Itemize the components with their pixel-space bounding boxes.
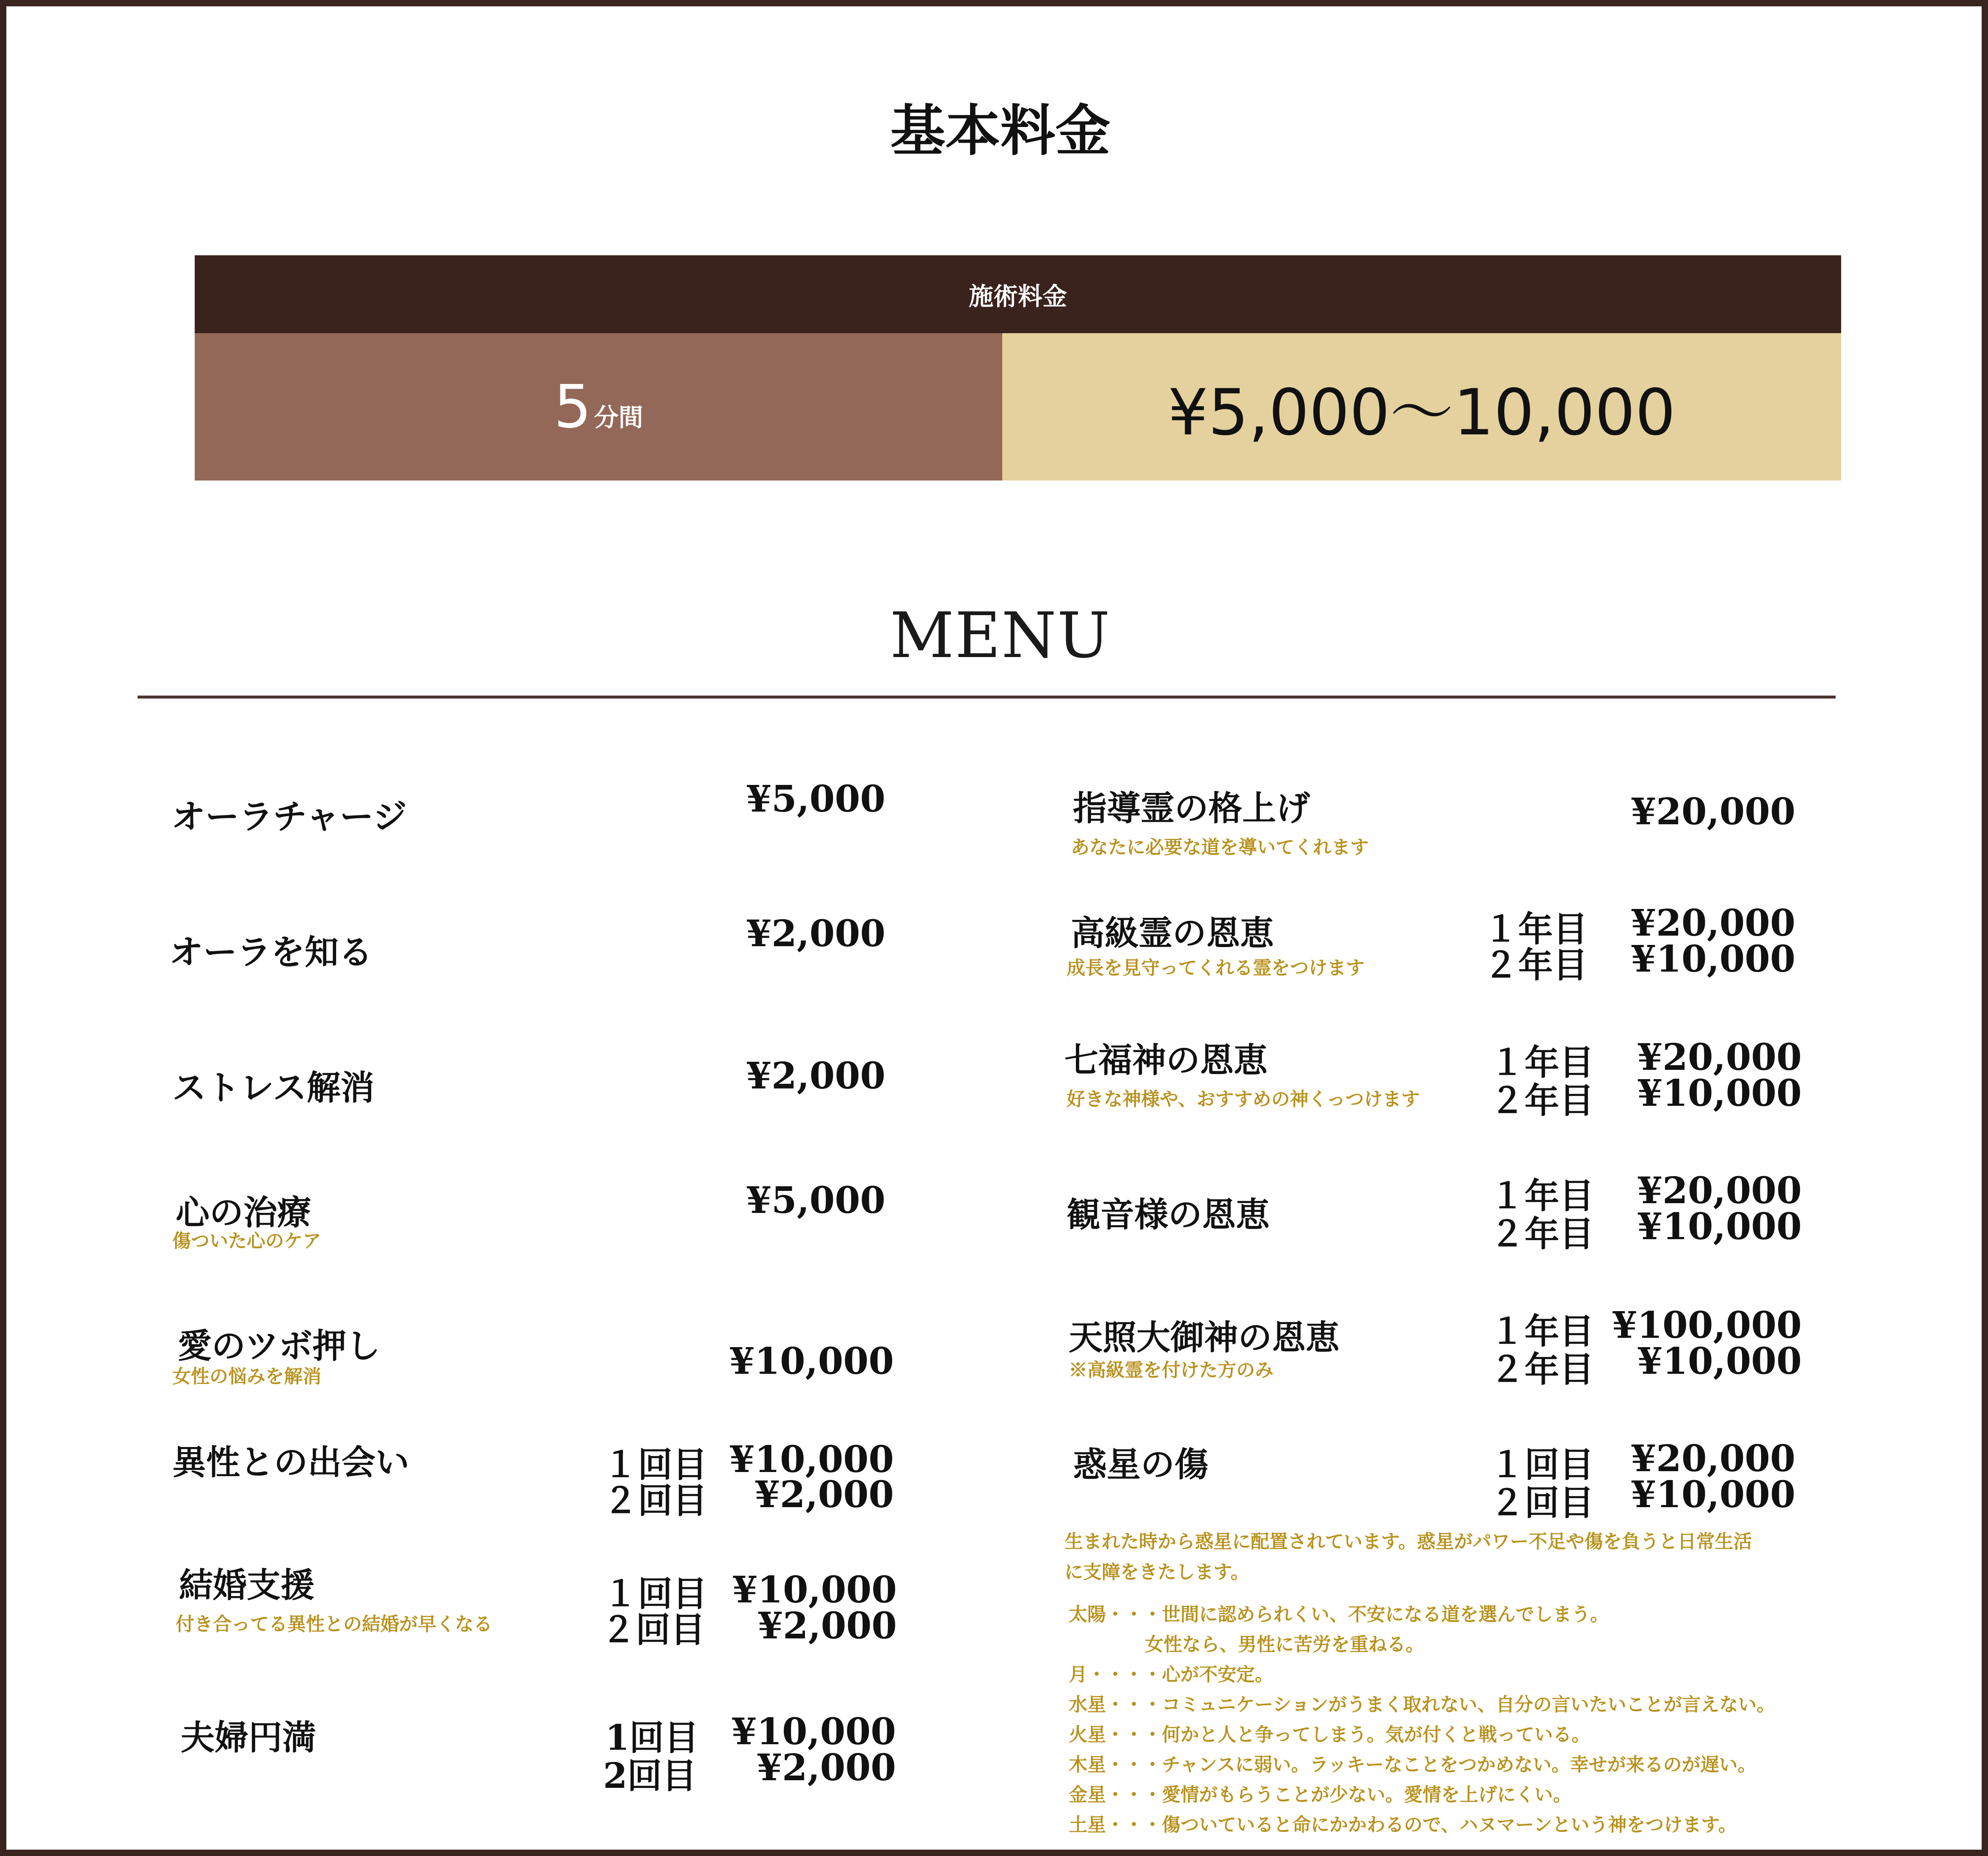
planet-note-line: 生まれた時から惑星に配置されています。惑星がパワー不足や傷を負うと日常生活	[1064, 1531, 1752, 1552]
menu-item-tier: ２年目	[1483, 945, 1588, 986]
menu-item-description: あなたに必要な道を導いてくれます	[1071, 837, 1369, 858]
menu-item-name: 天照大御神の恩恵	[1069, 1317, 1340, 1357]
menu-item-price: ¥20,000	[1637, 1036, 1802, 1079]
menu-item-price: ¥2,000	[757, 1605, 897, 1647]
menu-item-name: 愛のツボ押し	[178, 1326, 381, 1366]
menu-heading: MENU	[890, 599, 1111, 672]
menu-item-name: 指導霊の格上げ	[1073, 788, 1310, 828]
menu-item-name: 結婚支援	[179, 1565, 314, 1605]
planet-list-item: 月・・・・心が不安定。	[1069, 1664, 1274, 1685]
menu-item-name: 心の治療	[176, 1193, 311, 1232]
menu-item-price: ¥10,000	[1637, 1205, 1802, 1248]
menu-item-price: ¥20,000	[1631, 1437, 1795, 1480]
menu-item-tier: ２年目	[1490, 1349, 1594, 1390]
menu-item-tier: ２回目	[603, 1480, 708, 1521]
menu-item-description: ※高級霊を付けた方のみ	[1069, 1359, 1274, 1381]
menu-item-name: オーラチャージ	[171, 797, 407, 837]
fee-table-header: 施術料金	[195, 255, 1841, 333]
planet-list-item: 木星・・・チャンスに弱い。ラッキーなことをつかめない。幸せが来るのが遅い。	[1069, 1754, 1756, 1776]
menu-item-name: オーラを知る	[169, 932, 372, 972]
planet-list-item: 太陽・・・世間に認められくい、不安になる道を選んでしまう。	[1069, 1604, 1609, 1625]
menu-item-price: ¥5,000	[746, 778, 885, 820]
menu-item-price: ¥5,000	[746, 1179, 885, 1222]
page-title: 基本料金	[890, 98, 1111, 163]
planet-note-line: に支障をきたします。	[1064, 1561, 1249, 1583]
menu-item-tier: 2回目	[603, 1756, 697, 1796]
planet-list-item: 金星・・・愛情がもらうことが少ない。愛情を上げにくい。	[1069, 1784, 1572, 1806]
planet-list-item: 水星・・・コミュニケーションがうまく取れない、自分の言いたいことが言えない。	[1069, 1694, 1776, 1715]
menu-item-price: ¥10,000	[1637, 1340, 1802, 1383]
menu-item-price: ¥2,000	[756, 1746, 896, 1789]
menu-item-price: ¥20,000	[1631, 902, 1795, 945]
menu-item-name: 異性との出会い	[172, 1442, 409, 1482]
menu-item-name: 夫婦円満	[181, 1718, 316, 1757]
menu-item-tier: ２年目	[1490, 1214, 1594, 1254]
menu-item-tier: １回目	[603, 1444, 708, 1485]
menu-item-description: 成長を見守ってくれる霊をつけます	[1067, 957, 1365, 979]
menu-item-price: ¥10,000	[729, 1438, 894, 1481]
menu-item-description: 傷ついた心のケア	[172, 1230, 321, 1252]
menu-item-name: 七福神の恩恵	[1064, 1040, 1268, 1080]
menu-divider	[138, 696, 1836, 699]
menu-item-price: ¥100,000	[1612, 1304, 1802, 1347]
menu-item-name: 高級霊の恩恵	[1071, 913, 1274, 953]
fee-duration-unit: 分間	[594, 403, 643, 432]
planet-list-item: 土星・・・傷ついていると命にかかわるので、ハヌマーンという神をつけます。	[1069, 1814, 1737, 1836]
menu-item-tier: １回目	[603, 1574, 708, 1614]
menu-item-name: 観音様の恩恵	[1067, 1195, 1270, 1235]
menu-item-tier: １年目	[1490, 1311, 1594, 1352]
menu-item-tier: １年目	[1483, 909, 1588, 950]
menu-item-description: 付き合ってる異性との結婚が早くなる	[176, 1613, 492, 1635]
menu-item-tier: ２回目	[601, 1610, 706, 1650]
menu-item-price: ¥20,000	[1637, 1169, 1802, 1212]
menu-item-name: 惑星の傷	[1073, 1444, 1208, 1484]
menu-item-price: ¥20,000	[1631, 790, 1795, 833]
menu-item-price: ¥10,000	[731, 1710, 896, 1753]
menu-item-price: ¥2,000	[746, 1055, 885, 1097]
fee-price-cell: ¥5,000〜10,000	[1002, 333, 1841, 481]
menu-item-price: ¥2,000	[754, 1473, 894, 1516]
menu-item-price: ¥10,000	[729, 1340, 894, 1383]
menu-item-tier: ２年目	[1490, 1080, 1594, 1121]
menu-item-tier: 1回目	[605, 1718, 699, 1758]
planet-list-item: 女性なら、男性に苦労を重ねる。	[1145, 1634, 1424, 1655]
menu-item-name: ストレス解消	[172, 1068, 375, 1108]
planet-list-item: 火星・・・何かと人と争ってしまう。気が付くと戦っている。	[1069, 1724, 1590, 1746]
fee-duration-cell	[195, 333, 1002, 481]
menu-item-price: ¥10,000	[732, 1569, 897, 1611]
menu-item-tier: ２回目	[1490, 1483, 1594, 1523]
menu-item-tier: １回目	[1490, 1444, 1594, 1485]
menu-item-description: 好きな神様や、おすすめの神くっつけます	[1067, 1088, 1420, 1110]
fee-duration-number: 5	[554, 372, 592, 442]
menu-item-price: ¥10,000	[1637, 1072, 1802, 1115]
menu-item-tier: １年目	[1490, 1176, 1594, 1216]
menu-item-price: ¥10,000	[1631, 1473, 1795, 1516]
menu-item-description: 女性の悩みを解消	[172, 1366, 321, 1387]
menu-item-price: ¥10,000	[1631, 938, 1795, 980]
menu-item-tier: １年目	[1490, 1042, 1594, 1083]
menu-item-price: ¥2,000	[746, 912, 885, 955]
